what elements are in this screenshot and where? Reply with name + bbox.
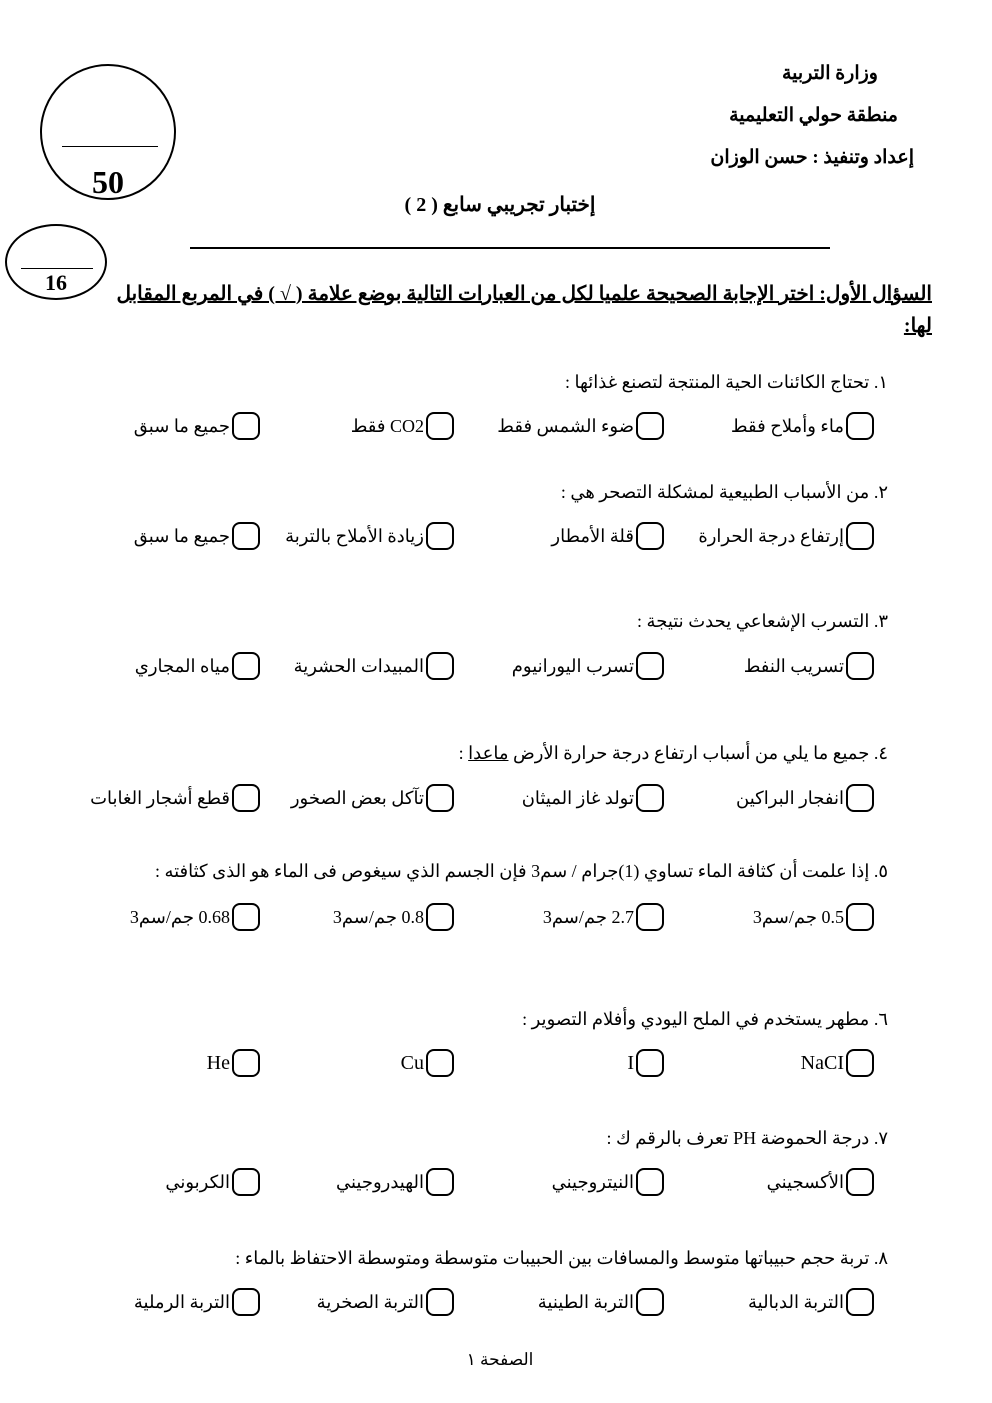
q4-option-2[interactable]: تولد غاز الميثان <box>522 784 664 812</box>
checkbox[interactable] <box>636 1288 664 1316</box>
q7-option-3[interactable]: الهيدروجيني <box>336 1168 454 1196</box>
q8-option-4[interactable]: التربة الرملية <box>134 1288 260 1316</box>
q2-option-4[interactable]: جميع ما سبق <box>134 522 260 550</box>
score-blank-line <box>62 146 158 147</box>
checkbox[interactable] <box>426 784 454 812</box>
checkbox[interactable] <box>636 903 664 931</box>
q6-option-2[interactable]: I <box>627 1049 664 1077</box>
question-7: ٧. درجة الحموضة PH تعرف بالرقم ك : <box>606 1128 888 1148</box>
q3-option-4[interactable]: مياه المجاري <box>135 652 260 680</box>
checkbox[interactable] <box>846 903 874 931</box>
q7-option-2[interactable]: النيتروجيني <box>552 1168 664 1196</box>
question-4: ٤. جميع ما يلي من أسباب ارتفاع درجة حرارة الأرض ماعدا : <box>458 743 888 763</box>
q1-option-2[interactable]: ضوء الشمس فقط <box>497 412 664 440</box>
q6-option-1[interactable]: NaCI <box>801 1049 874 1077</box>
q5-option-3[interactable]: 0.8 جم/سم3 <box>333 903 454 931</box>
checkbox[interactable] <box>636 412 664 440</box>
total-score-circle <box>40 64 176 200</box>
checkbox[interactable] <box>846 412 874 440</box>
checkbox[interactable] <box>636 1168 664 1196</box>
q2-option-1[interactable]: إرتفاع درجة الحرارة <box>698 522 874 550</box>
q3-option-2[interactable]: تسرب اليورانيوم <box>512 652 664 680</box>
checkbox[interactable] <box>426 1049 454 1077</box>
checkbox[interactable] <box>232 1168 260 1196</box>
q8-option-2[interactable]: التربة الطينية <box>538 1288 664 1316</box>
checkbox[interactable] <box>232 903 260 931</box>
q5-option-2[interactable]: 2.7 جم/سم3 <box>543 903 664 931</box>
checkbox[interactable] <box>232 784 260 812</box>
q3-option-1[interactable]: تسريب النفط <box>744 652 874 680</box>
q6-option-3[interactable]: Cu <box>401 1049 454 1077</box>
exam-title: إختبار تجريبي سابع ( 2 ) <box>404 194 596 216</box>
question-2: ٢. من الأسباب الطبيعية لمشكلة التصحر هي : <box>560 482 888 502</box>
checkbox[interactable] <box>232 1049 260 1077</box>
section-score-blank-line <box>21 268 93 269</box>
q2-option-2[interactable]: قلة الأمطار <box>551 522 664 550</box>
q7-option-1[interactable]: الأكسجيني <box>767 1168 874 1196</box>
q3-option-3[interactable]: المبيدات الحشرية <box>294 652 454 680</box>
checkbox[interactable] <box>636 784 664 812</box>
author-label: إعداد وتنفيذ : حسن الوزان <box>710 147 914 168</box>
q8-option-1[interactable]: التربة الدبالية <box>748 1288 874 1316</box>
district-label: منطقة حولي التعليمية <box>729 105 898 126</box>
q4-option-1[interactable]: انفجار البراكين <box>736 784 874 812</box>
q5-option-1[interactable]: 0.5 جم/سم3 <box>753 903 874 931</box>
q2-option-3[interactable]: زيادة الأملاح بالتربة <box>285 522 454 550</box>
checkbox[interactable] <box>232 1288 260 1316</box>
checkbox[interactable] <box>426 412 454 440</box>
checkbox[interactable] <box>846 1288 874 1316</box>
checkbox[interactable] <box>426 652 454 680</box>
checkbox[interactable] <box>846 784 874 812</box>
q5-option-4[interactable]: 0.68 جم/سم3 <box>130 903 260 931</box>
total-score: 50 <box>92 164 124 200</box>
question-3: ٣. التسرب الإشعاعي يحدث نتيجة : <box>637 611 888 631</box>
q6-option-4[interactable]: He <box>207 1049 260 1077</box>
question-4-underlined: ماعدا <box>468 743 509 763</box>
checkbox[interactable] <box>846 522 874 550</box>
checkbox[interactable] <box>426 1288 454 1316</box>
q4-option-3[interactable]: تآكل بعض الصخور <box>291 784 454 812</box>
q7-option-4[interactable]: الكربوني <box>165 1168 260 1196</box>
checkbox[interactable] <box>636 1049 664 1077</box>
q1-option-1[interactable]: ماء وأملاح فقط <box>731 412 874 440</box>
checkbox[interactable] <box>636 652 664 680</box>
question-1: ١. تحتاج الكائنات الحية المنتجة لتصنع غذائها : <box>564 372 888 392</box>
checkbox[interactable] <box>846 1049 874 1077</box>
page-number: الصفحة ١ <box>466 1350 534 1369</box>
question-6: ٦. مطهر يستخدم في الملح اليودي وأفلام التصوير : <box>522 1009 888 1029</box>
ministry-label: وزارة التربية <box>781 63 878 84</box>
section-score-circle <box>5 224 107 300</box>
section-title: السؤال الأول: اختر الإجابة الصحيحة علميا لكل من العبارات التالية بوضع علامة ( √ ) في المربع المقابل لها: <box>116 283 932 337</box>
checkbox[interactable] <box>846 652 874 680</box>
checkbox[interactable] <box>232 522 260 550</box>
question-8: ٨. تربة حجم حبيباتها متوسط والمسافات بين الحبيبات متوسطة ومتوسطة الاحتفاظ بالماء : <box>235 1248 888 1268</box>
q8-option-3[interactable]: التربة الصخرية <box>317 1288 454 1316</box>
checkbox[interactable] <box>232 412 260 440</box>
checkbox[interactable] <box>426 1168 454 1196</box>
title-divider <box>190 247 830 249</box>
q1-option-4[interactable]: جميع ما سبق <box>134 412 260 440</box>
section-score: 16 <box>45 270 67 295</box>
checkbox[interactable] <box>636 522 664 550</box>
checkbox[interactable] <box>232 652 260 680</box>
q1-option-3[interactable]: CO2 فقط <box>351 412 454 440</box>
checkbox[interactable] <box>846 1168 874 1196</box>
question-5: ٥. إذا علمت أن كثافة الماء تساوي (1)جرام / سم3 فإن الجسم الذي سيغوص فى الماء هو الذى كثافته : <box>154 861 888 881</box>
checkbox[interactable] <box>426 522 454 550</box>
q4-option-4[interactable]: قطع أشجار الغابات <box>90 784 260 812</box>
checkbox[interactable] <box>426 903 454 931</box>
